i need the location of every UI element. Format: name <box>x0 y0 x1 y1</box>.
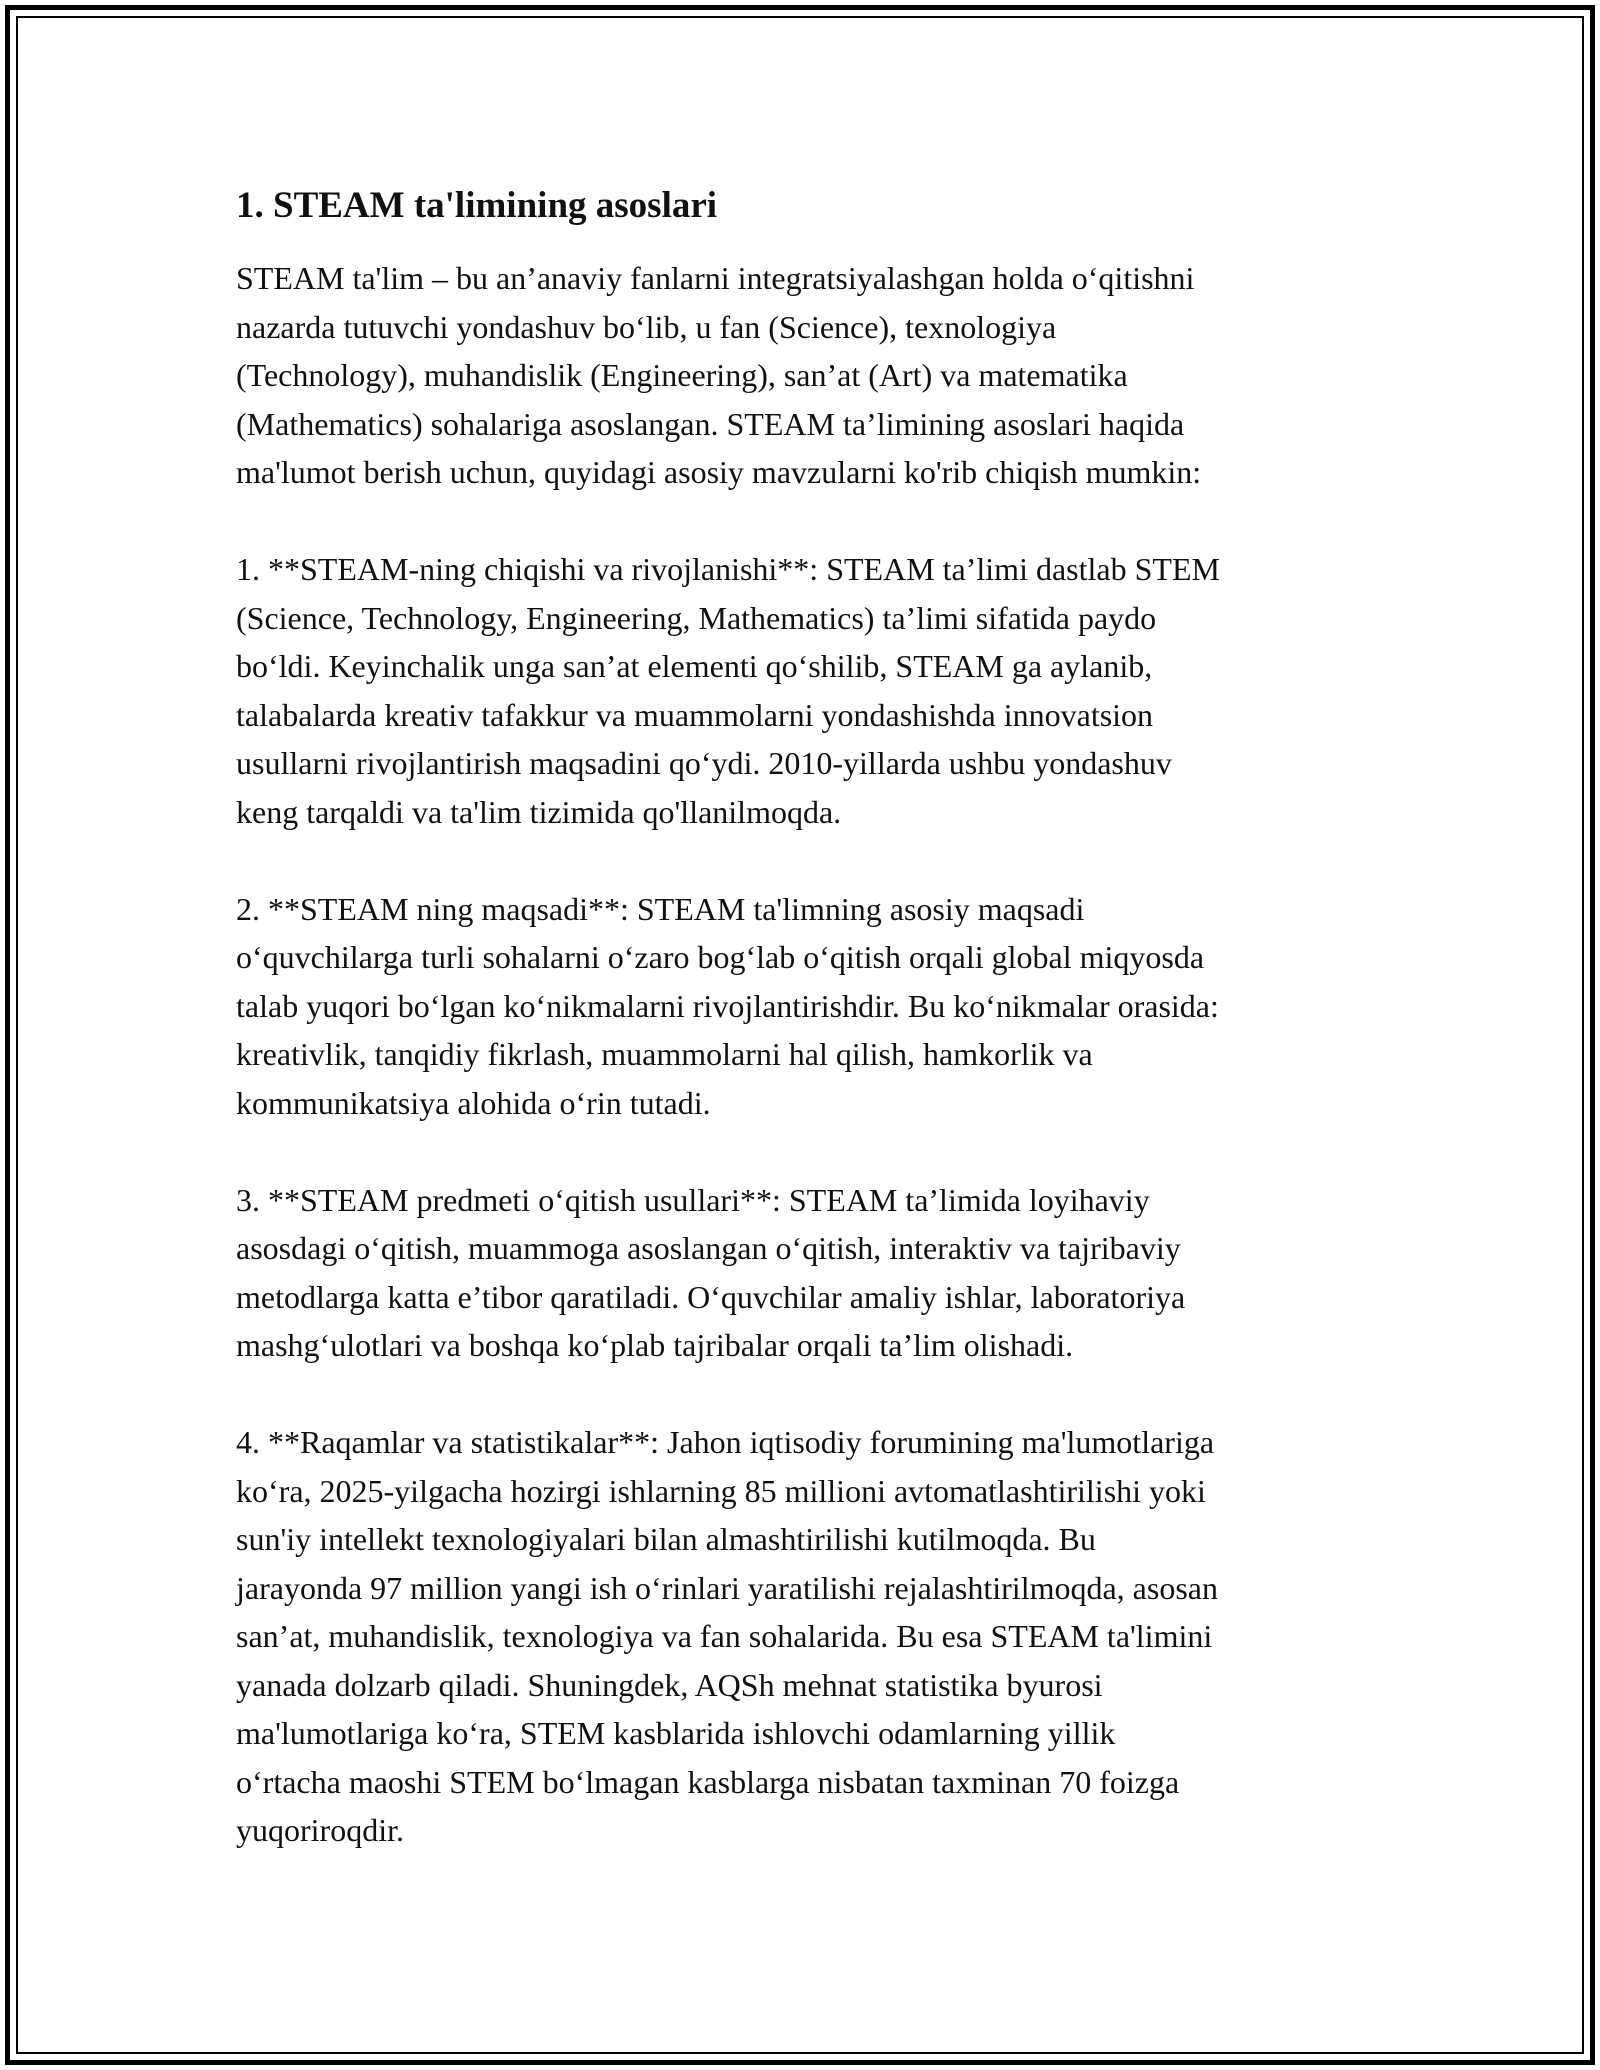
paragraph-teaching-methods: 3. **STEAM predmeti oʻqitish usullari**: STEAM ta’limida loyihaviy asosdagi oʻqitish, muammoga asoslangan oʻqitish, interaktiv va tajribaviy metodlarga katta e’tibor qaratiladi. Oʻquvchilar amaliy ishlar, laboratoriya mashgʻulotlari va boshqa koʻplab tajribalar orqali ta’lim olishadi. <box>236 1181 1186 1364</box>
paragraph-goal: 2. **STEAM ning maqsadi**: STEAM ta'limning asosiy maqsadi oʻquvchilarga turli sohalarni oʻzaro bogʻlab oʻqitish orqali global miqyosda talab yuqori boʻlgan koʻnikmalarni rivojlantirishdir. Bu koʻnikmalar orasida: kreativlik, tanqidiy fikrlash, muammolarni hal qilish, hamkorlik va kommunikatsiya alohida oʻrin tutadi. <box>236 890 1219 1121</box>
paragraph-statistics: 4. **Raqamlar va statistikalar**: Jahon iqtisodiy forumining ma'lumotlariga koʻra, 2025-yilgacha hozirgi ishlarning 85 millioni avtomatlashtirilishi yoki sun'iy intellekt texnologiyalari bilan almashtirilishi kutilmoqda. Bu jarayonda 97 million yangi ish oʻrinlari yaratilishi rejalashtirilmoqda, asosan san’at, muhandislik, texnologiya va fan sohalarida. Bu esa STEAM ta'limini yanada dolzarb qiladi. Shuningdek, AQSh mehnat statistika byurosi ma'lumotlariga koʻra, STEM kasblarida ishlovchi odamlarning yillik oʻrtacha maoshi STEM boʻlmagan kasblarga nisbatan taxminan 70 foizga yuqoriroqdir. <box>236 1424 1218 1849</box>
document-body <box>236 184 1386 1855</box>
section-heading: 1. STEAM ta'limining asoslari <box>236 185 718 226</box>
intro-paragraph: STEAM ta'lim – bu an’anaviy fanlarni integratsiyalashgan holda oʻqitishni nazarda tutuvchi yondashuv boʻlib, u fan (Science), texnologiya (Technology), muhandislik (Engineering), san’at (Art) va matematika (Mathematics) sohalariga asoslangan. STEAM ta’limining asoslari haqida ma'lumot berish uchun, quyidagi asosiy mavzularni ko'rib chiqish mumkin: <box>236 260 1202 491</box>
paragraph-origin-development: 1. **STEAM-ning chiqishi va rivojlanishi**: STEAM ta’limi dastlab STEM (Science, Technology, Engineering, Mathematics) ta’limi sifatida paydo boʻldi. Keyinchalik unga san’at elementi qoʻshilib, STEAM ga aylanib, talabalarda kreativ tafakkur va muammolarni yondashishda innovatsion usullarni rivojlantirish maqsadini qoʻydi. 2010-yillarda ushbu yondashuv keng tarqaldi va ta'lim tizimida qo'llanilmoqda. <box>236 551 1220 830</box>
